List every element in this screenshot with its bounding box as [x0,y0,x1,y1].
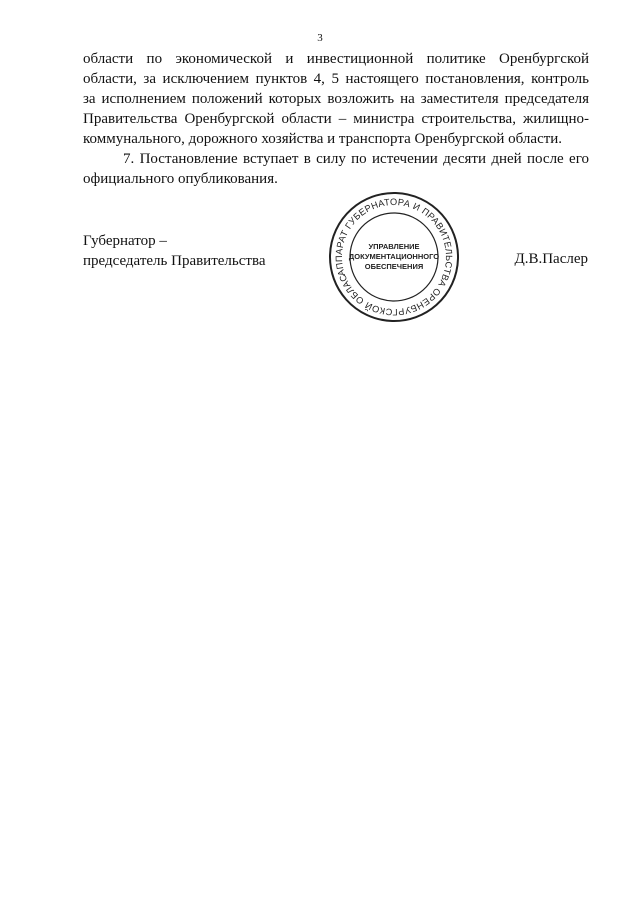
seal-center-line: ДОКУМЕНТАЦИОННОГО [348,252,440,261]
paragraph-line: области, за исключением пунктов 4, 5 настоящего постановления, контроль [83,71,589,87]
position-line: председатель Правительства [83,253,266,269]
official-seal [324,187,464,327]
seal-center-line: ОБЕСПЕЧЕНИЯ [364,262,424,271]
document-body [83,49,589,189]
paragraph-line: официального опубликования. [83,171,278,187]
paragraph-line: области по экономической и инвестиционной политике Оренбургской [83,51,589,67]
position-line: Губернатор – [83,233,167,249]
paragraph-line: за исполнением положений которых возложить на заместителя председателя [83,91,589,107]
paragraph-line: Правительства Оренбургской области – министра строительства, жилищно- [83,111,589,127]
page-number: 3 [317,32,323,44]
signatory-position [83,231,266,271]
seal-center-line: УПРАВЛЕНИЕ [368,242,420,251]
paragraph-line: коммунального, дорожного хозяйства и транспорта Оренбургской области. [83,131,563,147]
seal-ring-text: АППАРАТ ГУБЕРНАТОРА И ПРАВИТЕЛЬСТВА ОРЕНБУРГСКОЙ ОБЛАСТИ [333,196,455,318]
paragraph-line: 7. Постановление вступает в силу по истечении десяти дней после его [123,151,589,167]
seal-graphic [324,187,464,327]
signatory-name: Д.В.Паслер [514,251,588,267]
